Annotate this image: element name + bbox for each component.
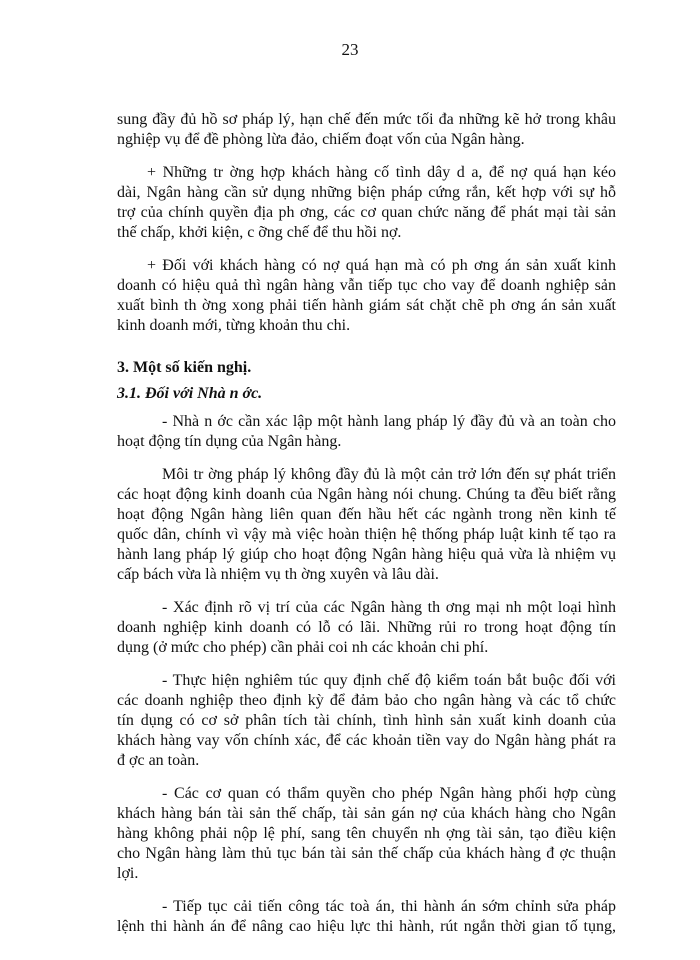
text-line: lệnh thi hành án để nâng cao hiệu lực thi hành, rút ngắn thời gian tố tụng,: [117, 918, 616, 935]
paragraph: [117, 784, 616, 884]
body-text: [117, 110, 616, 937]
text-line: cấp bách vừa là nhiệm vụ th ờng xuyên và lâu dài.: [117, 566, 439, 583]
paragraph: [117, 110, 616, 150]
section-heading: 3. Một số kiến nghị.: [117, 359, 252, 376]
text-line: dài, Ngân hàng cần sử dụng những biện pháp cứng rắn, kết hợp với sự hỗ: [117, 184, 616, 201]
text-line: hoạt động Ngân hàng liên quan đến hầu hết các ngành trong nền kinh tế: [117, 506, 616, 523]
text-line: khách hàng vay vốn chính xác, để các khoản tiền vay do Ngân hàng phát ra: [117, 732, 616, 749]
text-line: xuất bình th ờng xong phải tiến hành giám sát chặt chẽ ph ơng án sản xuất: [117, 297, 616, 314]
text-line: nghiệp vụ để đề phòng lừa đảo, chiếm đoạt vốn của Ngân hàng.: [117, 131, 525, 148]
text-line: sung đầy đủ hồ sơ pháp lý, hạn chế đến mức tối đa những kẽ hở trong khâu: [117, 111, 616, 128]
text-line: - Thực hiện nghiêm túc quy định chế độ kiểm toán bắt buộc đối với: [162, 672, 616, 689]
text-line: đ ợc an toàn.: [117, 752, 200, 769]
text-line: + Đối với khách hàng có nợ quá hạn mà có ph ơng án sản xuất kinh: [147, 257, 616, 274]
text-line: doanh có hiệu quả thì ngân hàng vẫn tiếp tục cho vay để doanh nghiệp sản: [117, 277, 616, 294]
text-line: doanh nghiệp kinh doanh có lỗ có lãi. Những rủi ro trong hoạt động tín: [117, 619, 616, 636]
text-line: - Nhà n ớc cần xác lập một hành lang pháp lý đầy đủ và an toàn cho: [162, 413, 616, 430]
text-line: - Xác định rõ vị trí của các Ngân hàng th ơng mại nh một loại hình: [162, 599, 616, 616]
text-line: Môi tr ờng pháp lý không đầy đủ là một cản trở lớn đến sự phát triển: [162, 466, 616, 483]
paragraph: [117, 671, 616, 771]
text-line: thế chấp, khởi kiện, c ỡng chế để thu hồi nợ.: [117, 224, 402, 241]
text-line: + Những tr ờng hợp khách hàng cố tình dây d a, để nợ quá hạn kéo: [147, 164, 616, 181]
text-line: tín dụng có cơ sở phân tích tài chính, tình hình sản xuất kinh doanh của: [117, 712, 616, 729]
text-line: dụng (ở mức cho phép) cần phải coi nh các khoản chi phí.: [117, 639, 489, 656]
paragraph: [117, 465, 616, 585]
text-line: quốc dân, chính vì vậy mà việc hoàn thiện hệ thống pháp luật kinh tế tạo ra: [117, 526, 616, 543]
text-line: hoạt động tín dụng của Ngân hàng.: [117, 433, 342, 450]
paragraph: [117, 897, 616, 937]
subsection-heading: 3.1. Đối với Nhà n ớc.: [117, 385, 263, 402]
paragraph: [117, 412, 616, 452]
text-line: trợ của chính quyền địa ph ơng, các cơ quan chức năng để phát mại tài sản: [117, 204, 616, 221]
paragraph: [117, 256, 616, 336]
text-line: hành lang pháp lý giúp cho hoạt động Ngân hàng hiệu quả vừa là nhiệm vụ: [117, 546, 616, 563]
text-line: các doanh nghiệp theo định kỳ để đảm bảo cho ngân hàng và các tổ chức: [117, 692, 616, 709]
text-line: - Các cơ quan có thẩm quyền cho phép Ngân hàng phối hợp cùng: [162, 785, 616, 802]
page-number: 23: [341, 40, 359, 59]
text-line: khách hàng bán tài sản thế chấp, tài sản gán nợ của khách hàng cho Ngân: [117, 805, 616, 822]
text-line: lợi.: [117, 865, 139, 882]
text-line: các hoạt động kinh doanh của Ngân hàng nói chung. Chúng ta đều biết rằng: [117, 486, 616, 503]
paragraph: [117, 598, 616, 658]
text-line: - Tiếp tục cải tiến công tác toà án, thi hành án sớm chỉnh sửa pháp: [162, 898, 616, 915]
text-line: kinh doanh mới, từng khoản thu chi.: [117, 317, 351, 334]
paragraph: [117, 163, 616, 243]
text-line: hàng không phải nộp lệ phí, sang tên chuyển nh ợng tài sản, tạo điều kiện: [117, 825, 616, 842]
text-line: cho Ngân hàng làm thủ tục bán tài sản thế chấp của khách hàng đ ợc thuận: [117, 845, 616, 862]
